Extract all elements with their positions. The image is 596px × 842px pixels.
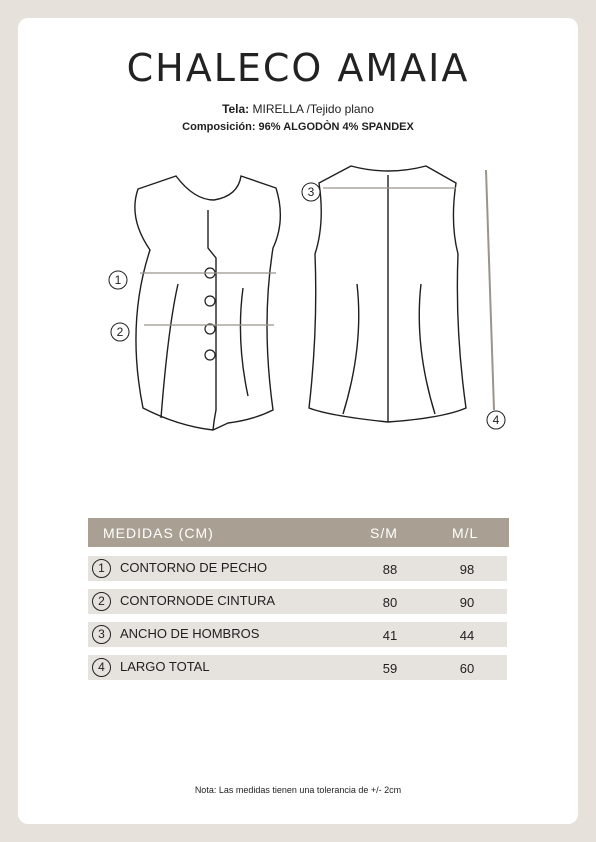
- header-size-sm: S/M: [370, 525, 398, 541]
- row-label: CONTORNO DE PECHO: [120, 560, 268, 575]
- fabric-label: Tela:: [222, 102, 250, 116]
- tolerance-note: Nota: Las medidas tienen una tolerancia de +/- 2cm: [194, 785, 402, 795]
- row-value-sm: 80: [382, 595, 398, 610]
- composition-line: Composición: 96% ALGODÒN 4% SPANDEX: [182, 121, 414, 133]
- row-value-ml: 60: [459, 661, 475, 676]
- row-value-sm: 59: [382, 661, 398, 676]
- table-row: [88, 589, 507, 614]
- button-2: [205, 296, 215, 306]
- row-label: ANCHO DE HOMBROS: [120, 626, 260, 641]
- header-measures: MEDIDAS (CM): [103, 525, 214, 541]
- spec-sheet-card: [18, 18, 578, 824]
- page-title: CHALECO AMAIA: [126, 46, 470, 90]
- row-label: LARGO TOTAL: [120, 659, 210, 674]
- row-number: 1: [92, 559, 111, 578]
- vest-front-dart-left: [161, 284, 178, 418]
- row-value-sm: 88: [382, 562, 398, 577]
- row-number: 2: [92, 592, 111, 611]
- row-value-ml: 98: [459, 562, 475, 577]
- button-4: [205, 350, 215, 360]
- marker-3-label: 3: [307, 185, 315, 199]
- row-value-ml: 90: [459, 595, 475, 610]
- row-value-sm: 41: [382, 628, 398, 643]
- table-row: [88, 622, 507, 647]
- row-number: 3: [92, 625, 111, 644]
- vest-front-dart-right: [240, 288, 248, 396]
- row-value-ml: 44: [459, 628, 475, 643]
- marker-1-label: 1: [114, 273, 122, 287]
- marker-2-label: 2: [116, 325, 124, 339]
- row-label: CONTORNODE CINTURA: [120, 593, 276, 608]
- header-size-ml: M/L: [452, 525, 479, 541]
- row-number: 4: [92, 658, 111, 677]
- table-row: [88, 556, 507, 581]
- measures-table-header: [88, 518, 509, 547]
- marker-4-label: 4: [492, 413, 500, 427]
- vest-back-dart-left: [343, 284, 359, 414]
- fabric-value: MIRELLA /Tejido plano: [252, 102, 374, 116]
- vest-front-placket: [208, 210, 216, 430]
- length-measure-line: [486, 170, 494, 410]
- vest-back-dart-right: [419, 284, 435, 414]
- table-row: [88, 655, 507, 680]
- vest-technical-drawing: [18, 18, 578, 478]
